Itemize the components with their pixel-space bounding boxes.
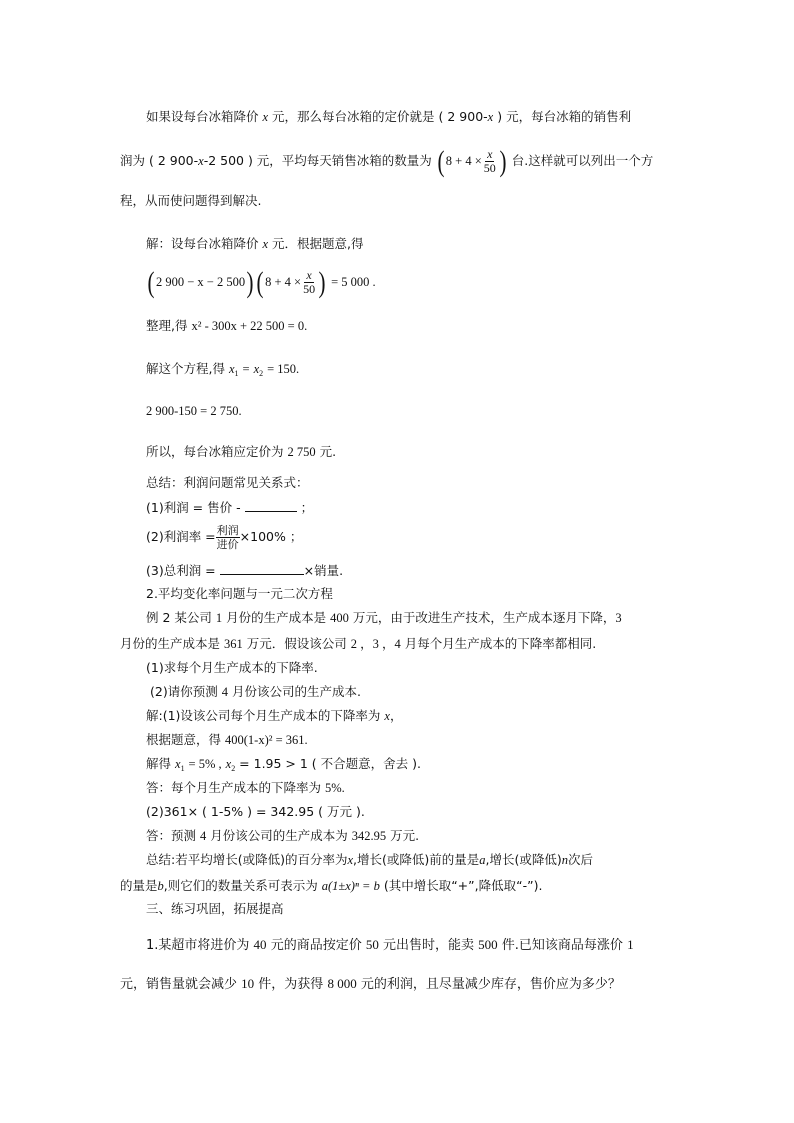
solution-line-4: 解这个方程,得 $x_1 = x_2 = 150$.: [146, 361, 300, 378]
variable-x: x: [487, 110, 494, 124]
fraction-profit-over-cost: $\frac{\text{利润}}{\text{进价}}$: [216, 524, 239, 551]
intro-line-2: 润为 ( 2 900-x-2 500 ) 元，平均每天销售冰箱的数量为 ( 8 + 4 × $\frac{x}{50}$ ) 台.这样就可以列出一个方: [120, 144, 654, 178]
solution-equation: ( 2 900 − x − 2 500) ( 8 + 4 × $\frac{x}{50}$ ) = 5 000 .: [147, 265, 376, 299]
solution-2-line-1: 解:(1)设该公司每个月生产成本的下降率为 x，: [146, 708, 403, 723]
summary-2-line-1: 总结:若平均增长(或降低)的百分率为x,增长(或降低)前的量是a,增长(或降低)n次后: [146, 852, 594, 867]
section-3-heading: 三、练习巩固，拓展提高: [146, 901, 284, 916]
solution-2-line-3: 解得 $x_1 = 5\%$ , $x_2 = 1.95 > 1$ ( 不合题意，舍去 ).: [146, 756, 421, 773]
fraction-x-over-50: $\frac{x}{50}$: [303, 268, 316, 296]
section-2-heading: 2.平均变化率问题与一元二次方程: [146, 586, 333, 601]
solution-2-line-4: 答：每个月生产成本的下降率为 5%.: [146, 780, 345, 795]
summary-item-1: (1)利润 = 售价 - ；: [146, 500, 314, 515]
practice-1-line-1: 1.某超市将进价为 40 元的商品按定价 50 元出售时，能卖 500 件.已知该商品每涨价 1: [146, 937, 634, 953]
fraction-x-over-50: $\frac{x}{50}$: [483, 147, 496, 175]
intro-line-1: 如果设每台冰箱降价 x 元，那么每台冰箱的定价就是 ( 2 900-x ) 元，每台冰箱的销售利: [146, 109, 632, 124]
summary-item-3: (3)总利润 = ×销量.: [146, 563, 344, 578]
answer-blank[interactable]: [245, 499, 297, 512]
solution-line-3: 整理,得 x² - 300x + 22 500 = 0.: [146, 318, 308, 333]
summary-2-line-2: 的量是b,则它们的数量关系可表示为 a(1±x)ⁿ = b (其中增长取“+”,降低取“-”).: [120, 878, 543, 893]
example-2-line-2: 月份的生产成本是 361 万元．假设该公司 2 ，3 ，4 月每个月生产成本的下降率都相同.: [120, 636, 597, 651]
solution-line-6: 所以，每台冰箱应定价为 2 750 元.: [146, 444, 337, 459]
growth-formula: a(1±x)ⁿ = b: [321, 879, 380, 893]
summary-item-2: (2)利润率 = $\frac{\text{利润}}{\text{进价}}$ ×100% ；: [146, 524, 303, 551]
solution-2-line-5: (2)361× ( 1-5% ) = 342.95 ( 万元 ).: [146, 804, 365, 819]
answer-blank[interactable]: [220, 562, 304, 575]
question-2: (2)请你预测 4 月份该公司的生产成本.: [150, 684, 361, 699]
variable-x: x: [262, 110, 269, 124]
solution-line-5: 2 900-150 = 2 750.: [146, 404, 242, 418]
summary-title: 总结：利润问题常见关系式：: [146, 475, 309, 490]
variable-x: x: [262, 237, 269, 251]
intro-line-3: 程，从而使问题得到解决.: [120, 193, 262, 208]
practice-1-line-2: 元，销售量就会减少 10 件，为获得 8 000 元的利润，且尽量减少库存，售价应为多少？: [120, 976, 621, 992]
solution-2-line-2: 根据题意，得 400(1-x)² = 361.: [146, 732, 308, 747]
variable-x: x: [198, 154, 204, 168]
question-1: (1)求每个月生产成本的下降率.: [146, 660, 318, 675]
example-2-line-1: 例 2 某公司 1 月份的生产成本是 400 万元，由于改进生产技术，生产成本逐月下降，3: [146, 610, 622, 625]
solution-2-line-6: 答：预测 4 月份该公司的生产成本为 342.95 万元.: [146, 828, 420, 843]
solution-line-1: 解：设每台冰箱降价 x 元．根据题意,得: [146, 236, 364, 251]
formula-daily-sales: ( 8 + 4 × $\frac{x}{50}$ ): [437, 144, 507, 178]
